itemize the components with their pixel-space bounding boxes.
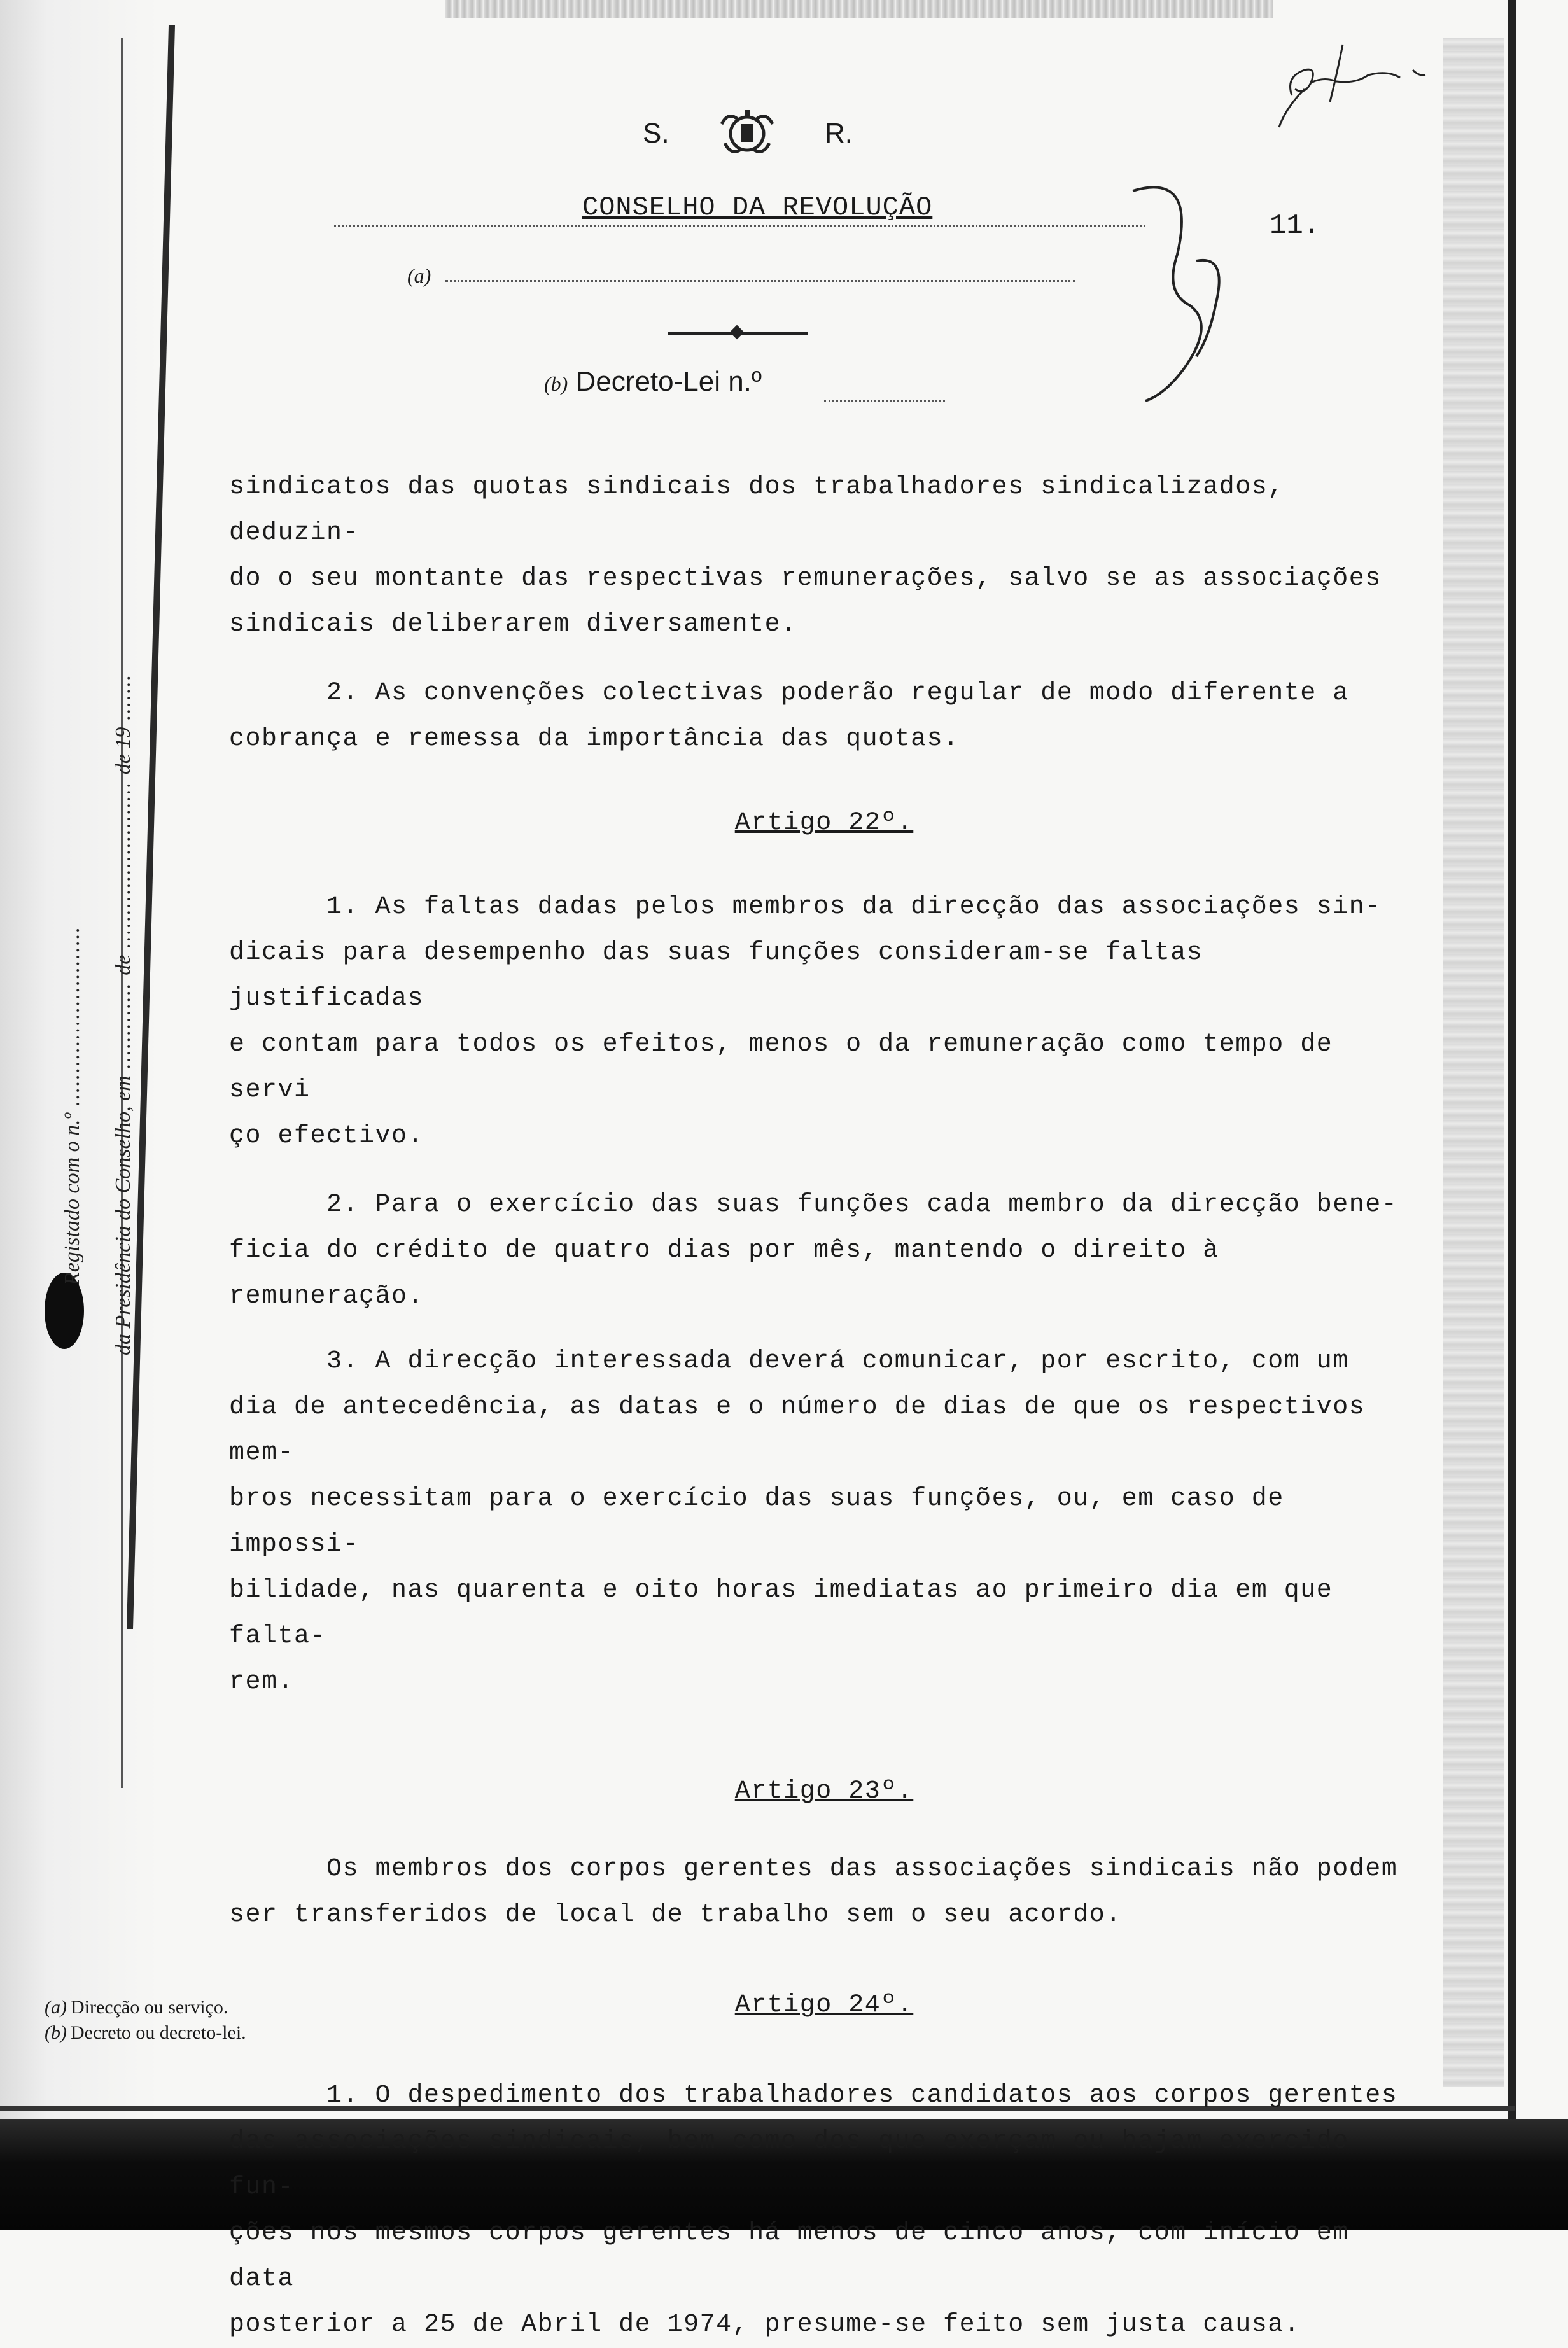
footnote-b bbox=[45, 2020, 246, 2046]
body-line: 2. As convenções colectivas poderão regular de modo diferente a bbox=[229, 679, 1349, 708]
header-a-label: (a) bbox=[407, 264, 431, 287]
page-right-border bbox=[1508, 0, 1516, 2119]
body-line: 1. As faltas dadas pelos membros da direcção das associações sin- bbox=[229, 893, 1382, 921]
body-line: dia de antecedência, as datas e o número de dias de que os respectivos mem- bbox=[229, 1393, 1382, 1467]
decreto-label-row bbox=[544, 366, 762, 398]
scan-top-noise bbox=[445, 0, 1273, 18]
body-line: 3. A direcção interessada deverá comunicar, por escrito, com um bbox=[229, 1347, 1349, 1376]
council-name: CONSELHO DA REVOLUÇÃO bbox=[582, 192, 933, 223]
header-s-letter: S. bbox=[643, 118, 669, 149]
body-line: 2. Para o exercício das suas funções cada membro da direcção bene- bbox=[229, 1191, 1398, 1219]
header-a-dotted-line bbox=[445, 280, 1075, 282]
body-line: bros necessitam para o exercício das suas funções, ou, em caso de impossi- bbox=[229, 1485, 1301, 1559]
footnotes bbox=[45, 1995, 246, 2046]
article-heading-24: Artigo 24º. bbox=[734, 1991, 914, 2020]
margin-presidencia-note: da Presidência do Conselho, em ............. de ......................... de 19 ....... bbox=[111, 673, 135, 1355]
coat-of-arms-emblem bbox=[715, 105, 779, 162]
body-line: ser transferidos de local de trabalho sem o seu acordo. bbox=[229, 1901, 1122, 1929]
body-line: das associações sindicais, bem como dos que exerçam ou hajam exercido fun- bbox=[229, 2127, 1366, 2202]
body-line: cobrança e remessa da importância das quotas. bbox=[229, 725, 960, 753]
state-header bbox=[643, 105, 853, 162]
margin-registado-text: Registado com o n.º bbox=[60, 1112, 84, 1285]
footnote-a-mark: (a) bbox=[45, 1997, 67, 2018]
footnote-b-text: Decreto ou decreto-lei. bbox=[70, 2022, 246, 2043]
body-line: ficia do crédito de quatro dias por mês, mantendo o direito à remuneração. bbox=[229, 1236, 1236, 1311]
body-line: sindicais deliberarem diversamente. bbox=[229, 610, 797, 639]
body-line: rem. bbox=[229, 1668, 295, 1696]
body-line: ço efectivo. bbox=[229, 1122, 424, 1150]
body-line: 1. O despedimento dos trabalhadores candidatos aos corpos gerentes bbox=[229, 2081, 1398, 2110]
handwritten-signature bbox=[1266, 38, 1457, 165]
page-number: 11. bbox=[1270, 210, 1320, 242]
decreto-dotted-line bbox=[824, 400, 945, 402]
header-r-letter: R. bbox=[824, 118, 853, 149]
margin-registado-note: Registado com o n.º ........................... bbox=[60, 925, 84, 1285]
body-line: do o seu montante das respectivas remunerações, salvo se as associações bbox=[229, 564, 1382, 593]
body-line: dicais para desempenho das suas funções consideram-se faltas justificadas bbox=[229, 939, 1219, 1013]
margin-de-text: de bbox=[111, 954, 135, 975]
body-line: posterior a 25 de Abril de 1974, presume-se feito sem justa causa. bbox=[229, 2310, 1301, 2339]
footnote-a bbox=[45, 1995, 246, 2020]
body-line: ções nos mesmos corpos gerentes há menos de cinco anos, com início em data bbox=[229, 2219, 1366, 2293]
handwritten-bracket-mark bbox=[1120, 178, 1247, 407]
scan-right-strip bbox=[1443, 38, 1504, 2087]
footnote-b-mark: (b) bbox=[45, 2022, 67, 2043]
body-line: sindicatos das quotas sindicais dos trabalhadores sindicalizados, deduzin- bbox=[229, 473, 1301, 547]
body-line: e contam para todos os efeitos, menos o da remuneração como tempo de servi bbox=[229, 1030, 1349, 1105]
header-divider bbox=[668, 332, 808, 335]
margin-presidencia-text: da Presidência do Conselho, em bbox=[111, 1075, 135, 1355]
body-line: Os membros dos corpos gerentes das associações sindicais não podem bbox=[229, 1855, 1398, 1883]
document-body bbox=[229, 465, 1413, 2348]
decreto-label: Decreto-Lei n.º bbox=[575, 366, 762, 397]
article-heading-22: Artigo 22º. bbox=[734, 809, 914, 837]
margin-de19-text: de 19 bbox=[111, 727, 135, 775]
footnote-a-text: Direcção ou serviço. bbox=[70, 1997, 228, 2018]
decreto-b-mark: (b) bbox=[544, 372, 568, 395]
article-heading-23: Artigo 23º. bbox=[734, 1777, 914, 1806]
body-line: bilidade, nas quarenta e oito horas imediatas ao primeiro dia em que falta- bbox=[229, 1576, 1349, 1651]
